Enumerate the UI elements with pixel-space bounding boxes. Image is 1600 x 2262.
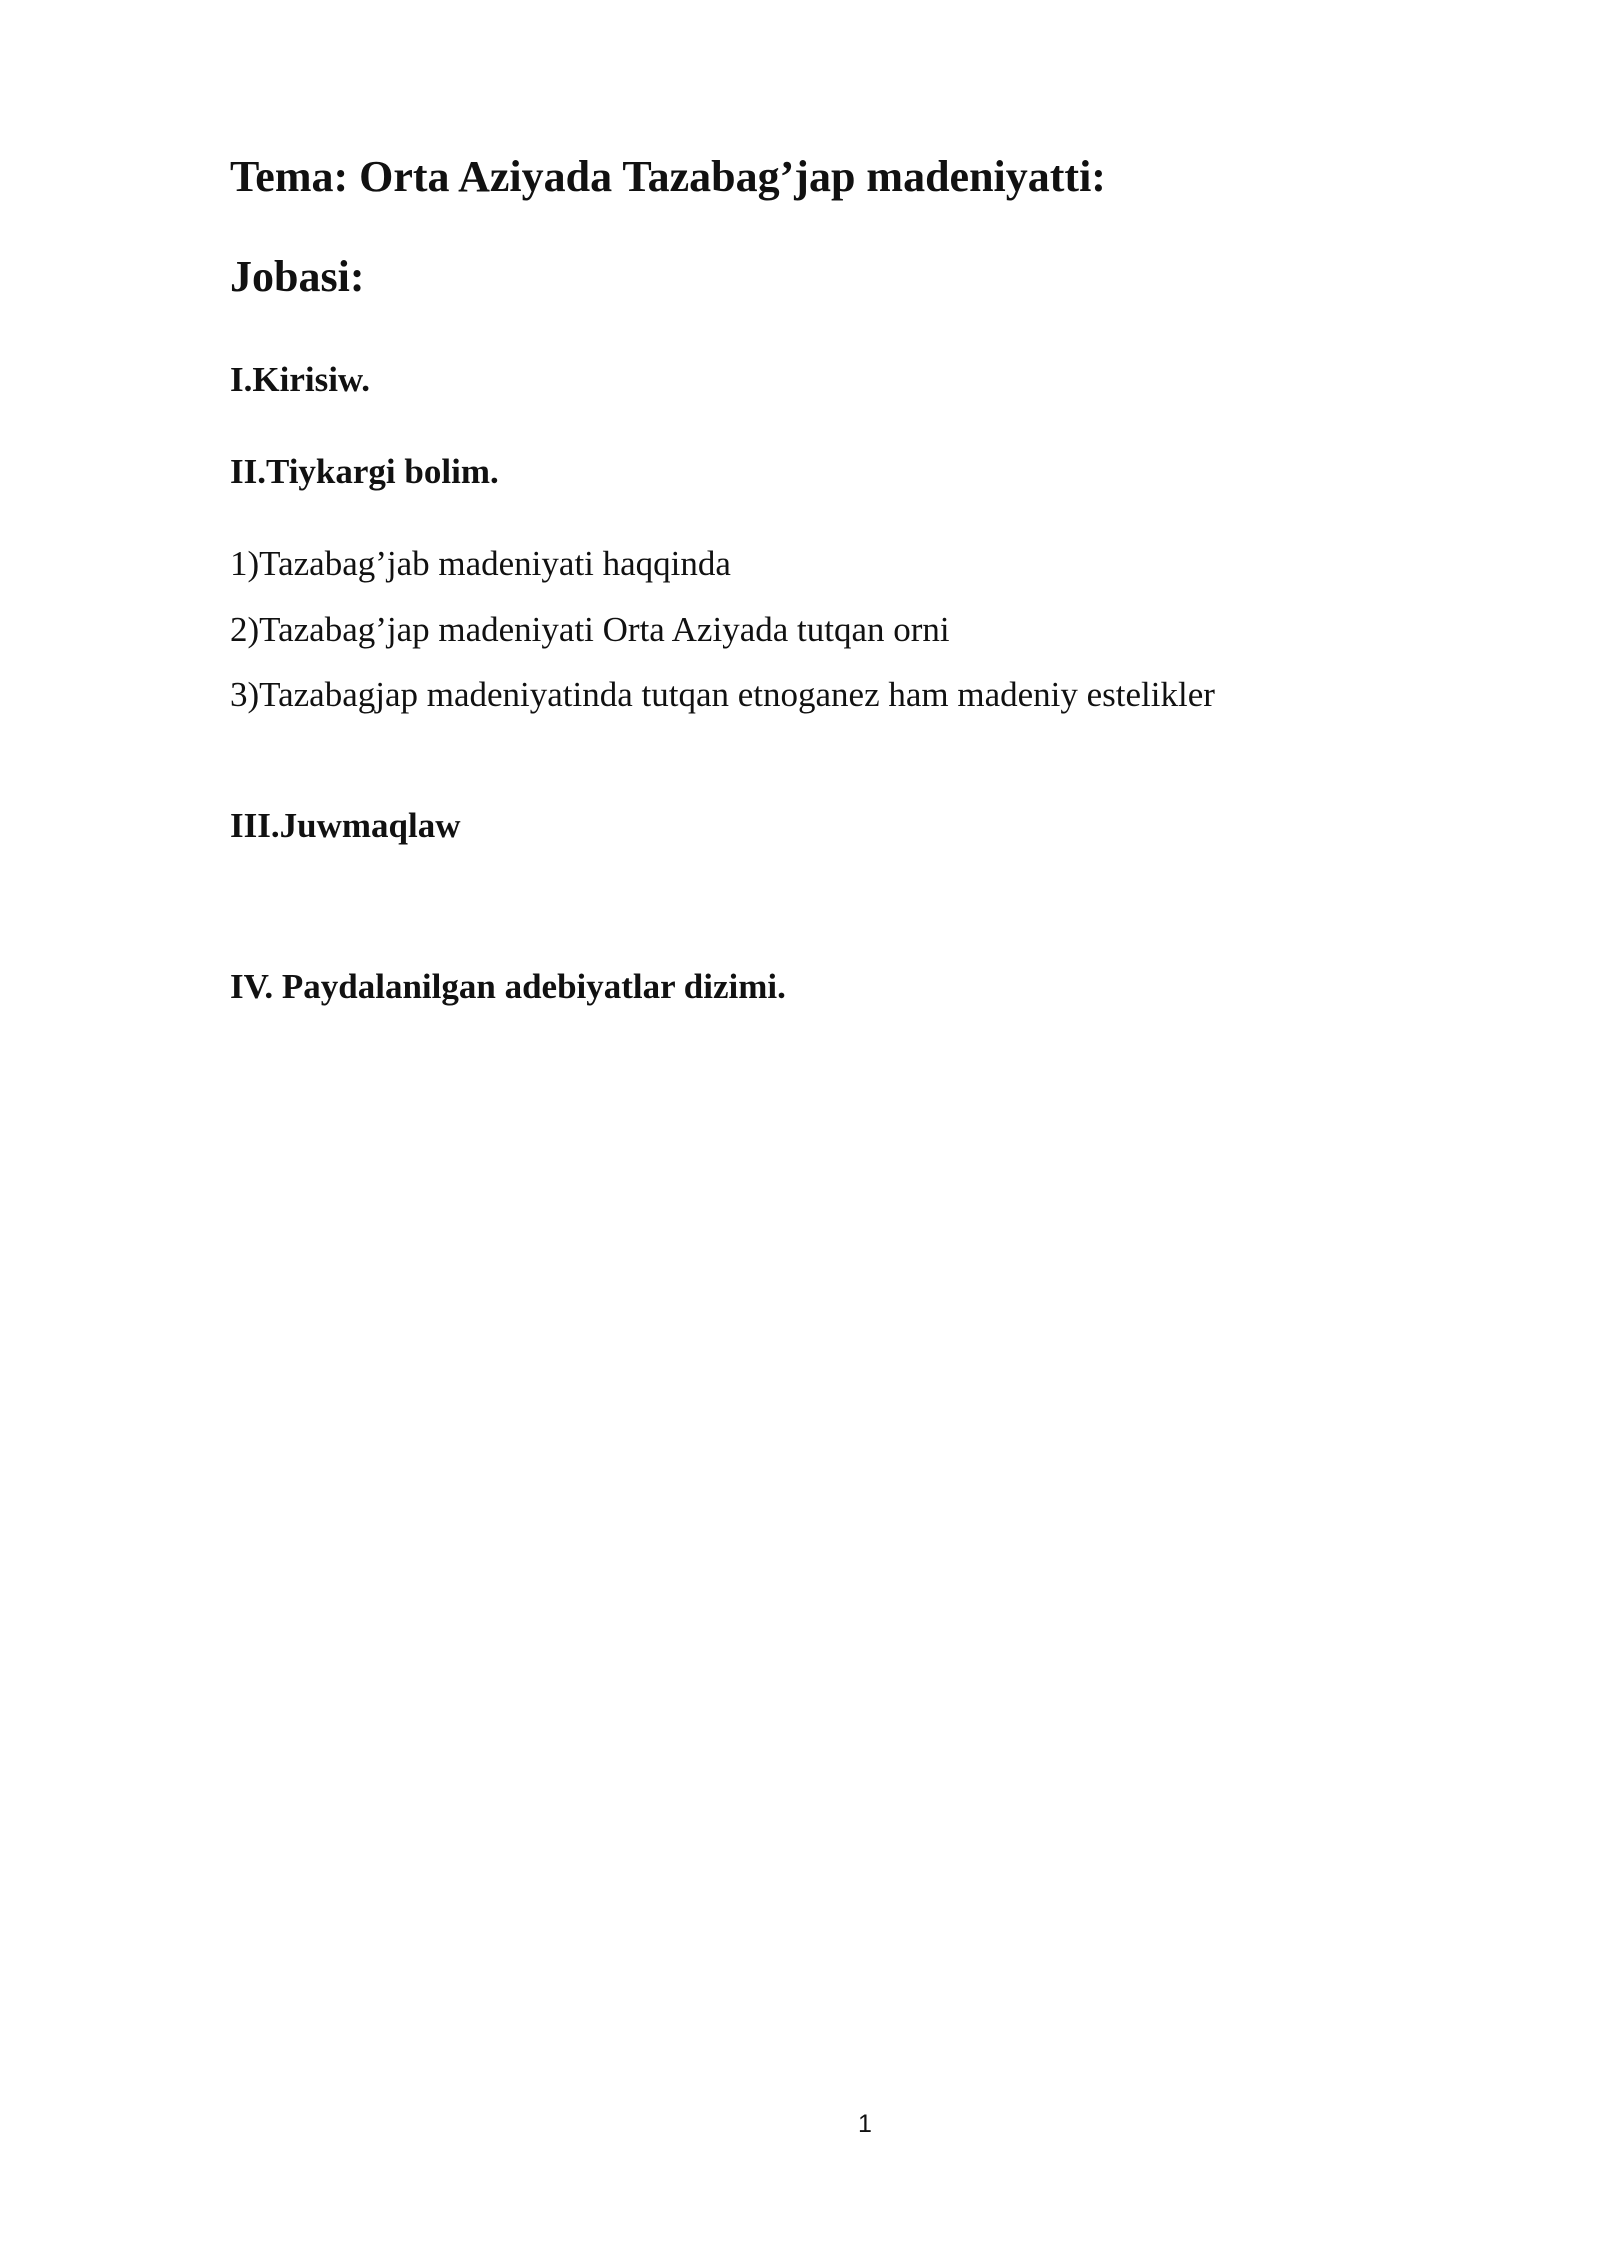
main-part-item: 3)Tazabagjap madeniyatinda tutqan etnoganez ham madeniy estelikler	[230, 675, 1215, 714]
page-number: 1	[858, 2110, 872, 2138]
section-introduction: I.Kirisiw.	[230, 360, 371, 399]
section-main-part: II.Tiykargi bolim.	[230, 452, 499, 491]
main-part-item: 1)Tazabag’jab madeniyati haqqinda	[230, 544, 731, 583]
section-references: IV. Paydalanilgan adebiyatlar dizimi.	[230, 967, 786, 1006]
plan-heading: Jobasi:	[230, 252, 365, 301]
document-title: Tema: Orta Aziyada Tazabag’jap madeniyatti:	[230, 152, 1106, 201]
section-conclusion: III.Juwmaqlaw	[230, 806, 461, 845]
main-part-item: 2)Tazabag’jap madeniyati Orta Aziyada tutqan orni	[230, 610, 950, 649]
